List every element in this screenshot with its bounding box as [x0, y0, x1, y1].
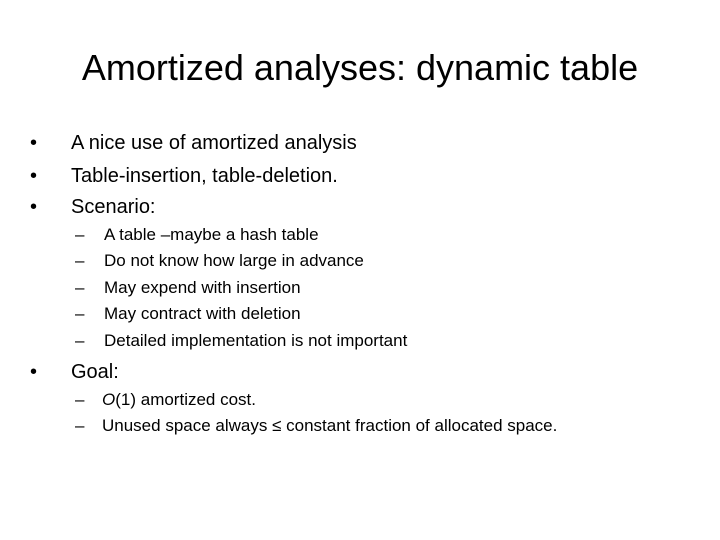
dash-mark: –: [75, 390, 85, 409]
goal-cost-text: [102, 389, 256, 411]
dash-mark: –: [75, 416, 85, 435]
dash-mark: –: [75, 251, 85, 270]
goal-cost-rest: (1) amortized cost.: [115, 390, 256, 409]
big-o-symbol: O: [102, 390, 116, 409]
dash-mark: –: [75, 304, 85, 323]
slide-title: Amortized analyses: dynamic table: [81, 47, 639, 88]
scenario-text: A table –maybe a hash table: [104, 225, 319, 244]
goal-space-text: Unused space always ≤ constant fraction of allocated space.: [102, 416, 558, 435]
bullet-mark: •: [30, 361, 38, 383]
bullet-mark: •: [30, 132, 38, 154]
goal-text: Goal:: [71, 361, 119, 383]
bullet-text: A nice use of amortized analysis: [71, 132, 357, 154]
dash-mark: –: [75, 331, 85, 350]
bullet-mark: •: [30, 196, 38, 218]
scenario-text: Detailed implementation is not important: [104, 331, 408, 350]
scenario-text: May expend with insertion: [104, 278, 301, 297]
dash-mark: –: [75, 278, 85, 297]
scenario-text: Do not know how large in advance: [104, 251, 364, 270]
scenario-text: May contract with deletion: [104, 304, 301, 323]
bullet-text: Table-insertion, table-deletion.: [71, 165, 338, 187]
bullet-text: Scenario:: [71, 196, 156, 218]
bullet-mark: •: [30, 165, 38, 187]
dash-mark: –: [75, 225, 85, 244]
